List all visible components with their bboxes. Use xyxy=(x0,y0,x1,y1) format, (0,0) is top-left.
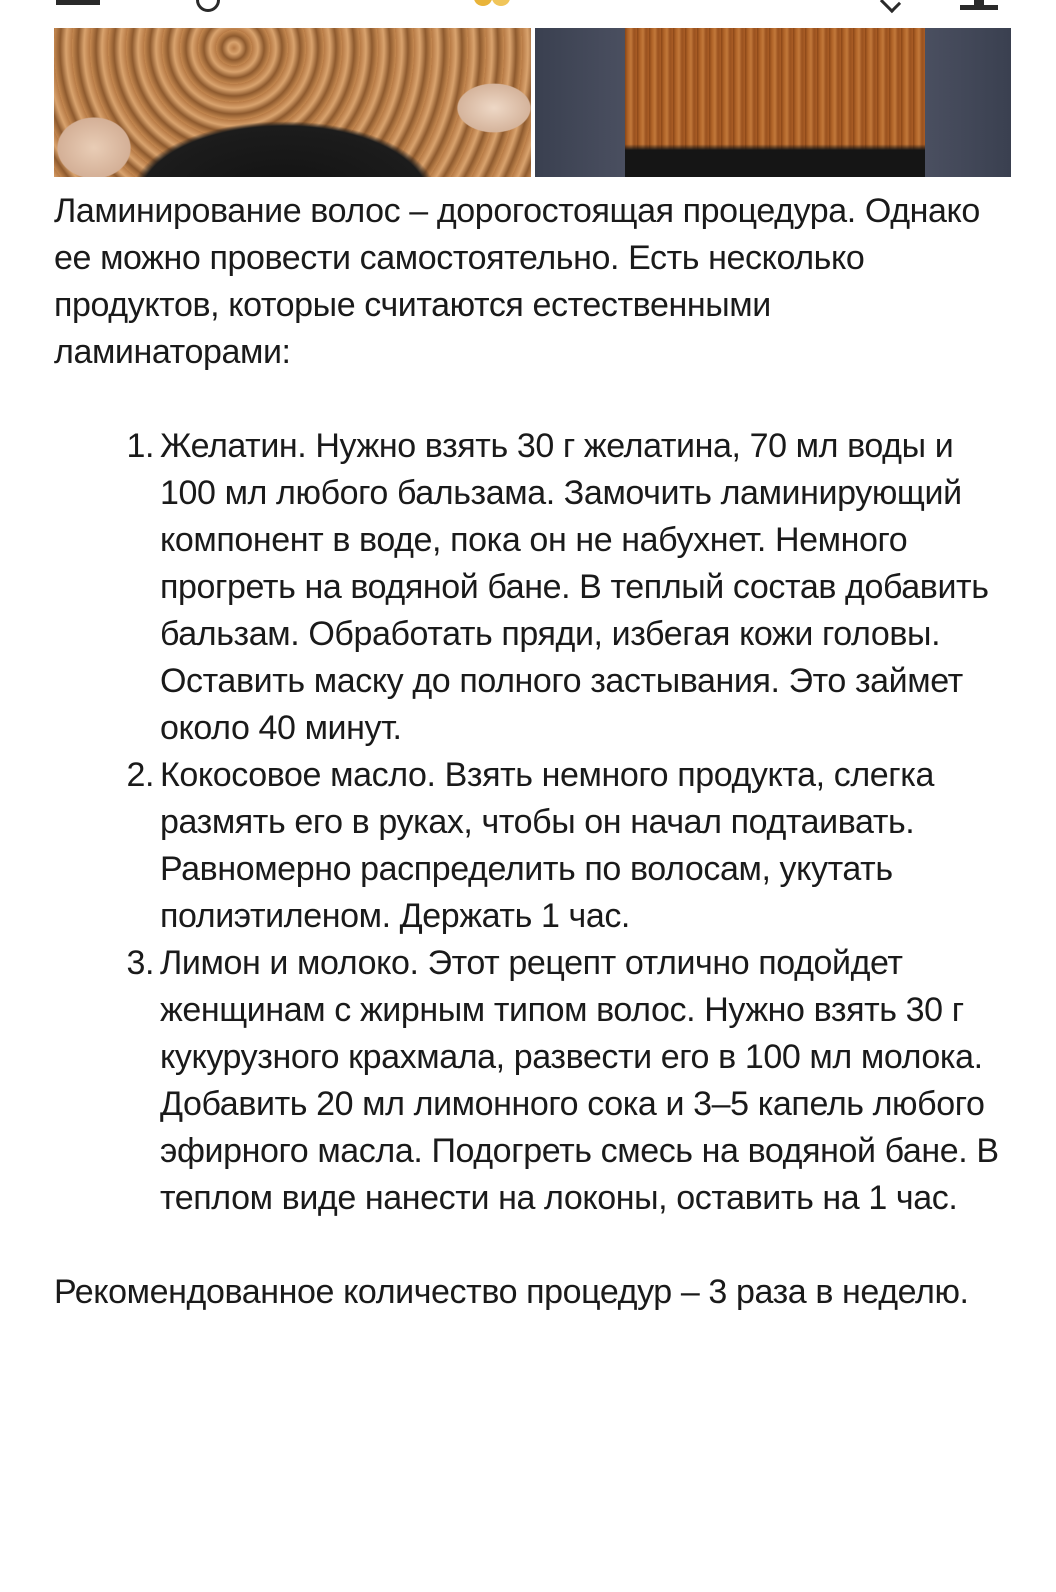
steps-list xyxy=(54,423,1014,1222)
before-after-image xyxy=(54,28,1011,177)
step-text: Кокосовое масло. Взять немного продукта, слегка размять его в руках, чтобы он начал подтаивать. Равномерно распределить по волосам, укутать полиэтиленом. Держать 1 час. xyxy=(160,756,935,935)
list-item xyxy=(54,423,1014,752)
step-number: 1. xyxy=(126,427,154,465)
share-icon[interactable] xyxy=(880,0,901,13)
list-item xyxy=(54,940,1014,1222)
article-conclusion: Рекомендованное количество процедур – 3 раза в неделю. xyxy=(54,1273,969,1311)
step-number: 3. xyxy=(126,944,154,982)
app-header xyxy=(0,0,1056,14)
article-body xyxy=(54,188,1014,1316)
article-intro: Ламинирование волос – дорогостоящая процедура. Однако ее можно провести самостоятельно. Есть несколько продуктов, которые считаются естественными ламинаторами: xyxy=(54,192,980,371)
step-text: Желатин. Нужно взять 30 г желатина, 70 мл воды и 100 мл любого бальзама. Замочить ламинирующий компонент в воде, пока он не набухнет. Немного прогреть на водяной бане. В теплый состав добавить бальзам. Обработать пряди, избегая кожи головы. Оставить маску до полного застывания. Это займет около 40 минут. xyxy=(160,427,989,747)
list-item xyxy=(54,752,1014,940)
logo-icon[interactable] xyxy=(470,0,520,8)
menu-icon[interactable] xyxy=(56,0,100,5)
search-icon[interactable] xyxy=(196,0,220,12)
step-number: 2. xyxy=(126,756,154,794)
straight-hair-photo xyxy=(535,28,1011,177)
wavy-hair-photo xyxy=(54,28,531,177)
step-text: Лимон и молоко. Этот рецепт отлично подойдет женщинам с жирным типом волос. Нужно взять 30 г кукурузного крахмала, развести его в 100 мл молока. Добавить 20 мл лимонного сока и 3–5 капель любого эфирного масла. Подогреть смесь на водяной бане. В теплом виде нанести на локоны, оставить на 1 час. xyxy=(160,944,999,1217)
profile-icon[interactable] xyxy=(960,0,998,10)
